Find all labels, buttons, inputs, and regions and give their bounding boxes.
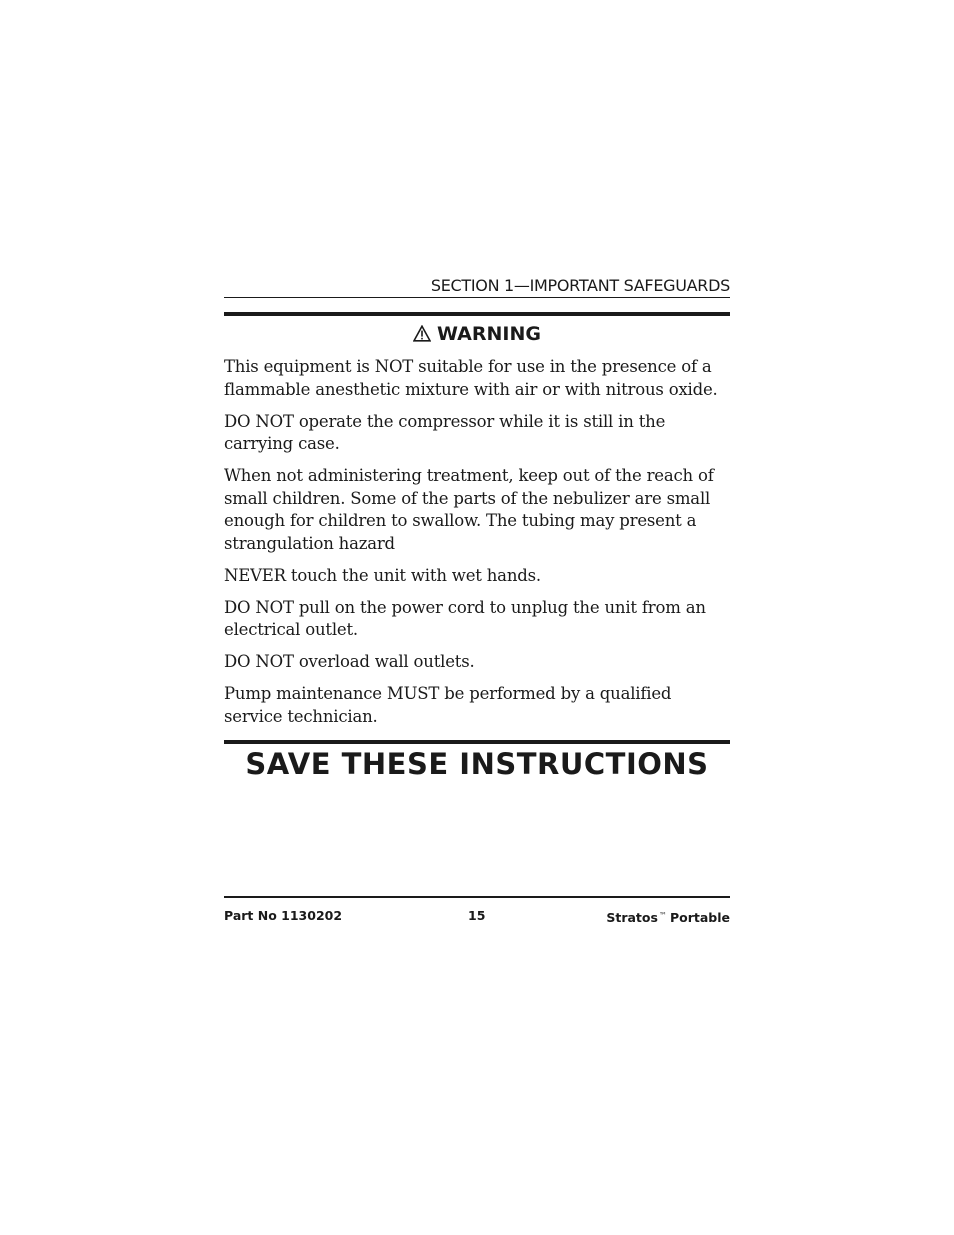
section-header: SECTION 1—IMPORTANT SAFEGUARDS — [430, 276, 730, 295]
page-footer — [224, 906, 730, 926]
product-name-text: Stratos — [606, 910, 658, 925]
warning-top-rule — [224, 312, 730, 316]
trademark-symbol: ™ — [658, 911, 667, 920]
save-instructions-title: SAVE THESE INSTRUCTIONS — [245, 747, 709, 781]
warning-triangle-icon — [413, 324, 431, 348]
warning-paragraph: This equipment is NOT suitable for use in the presence of a flammable anesthetic mixture with air or with nitrous oxide. — [224, 357, 718, 399]
warning-heading — [224, 322, 730, 348]
product-suffix: Portable — [669, 910, 730, 925]
page-number: 15 — [468, 908, 486, 923]
warning-paragraph: DO NOT operate the compressor while it is still in the carrying case. — [224, 411, 666, 453]
part-number: Part No 1130202 — [224, 908, 343, 923]
warning-paragraph: When not administering treatment, keep out of the reach of small children. Some of the parts of the nebulizer are small enough for children to swallow. The tubing may present a strangulation hazard — [224, 466, 714, 553]
warning-heading-text: WARNING — [437, 323, 541, 345]
warning-paragraph: DO NOT overload wall outlets. — [224, 652, 475, 671]
header-divider — [224, 297, 730, 298]
product-name — [606, 906, 730, 928]
warning-paragraph: Pump maintenance MUST be performed by a qualified service technician. — [224, 684, 672, 726]
warning-paragraph: NEVER touch the unit with wet hands. — [224, 565, 541, 585]
save-instructions-rule — [224, 740, 730, 744]
warning-paragraph: DO NOT pull on the power cord to unplug the unit from an electrical outlet. — [224, 597, 706, 639]
warning-body — [224, 356, 730, 738]
footer-divider — [224, 896, 730, 898]
